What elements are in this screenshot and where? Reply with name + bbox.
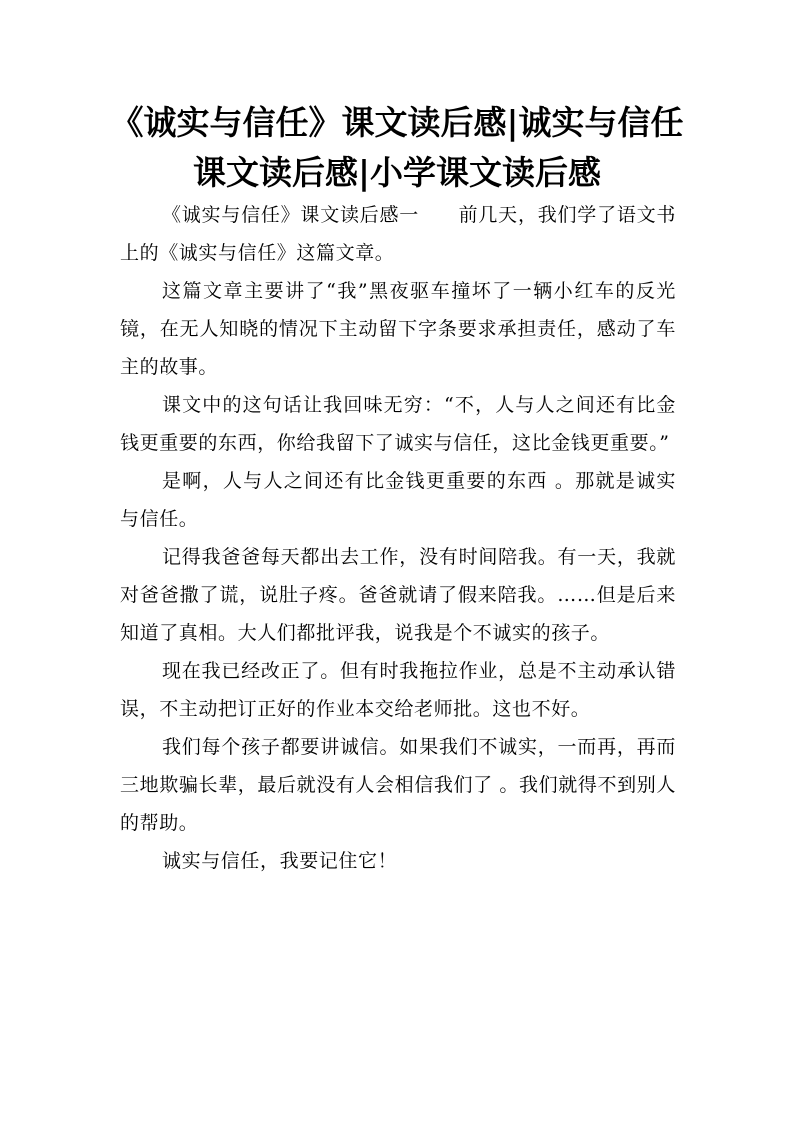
paragraph-reflection: 是啊，人与人之间还有比金钱更重要的东西 。那就是诚实与信任。 <box>120 470 676 530</box>
paragraph-honesty: 我们每个孩子都要讲诚信。如果我们不诚实，一而再，再而三地欺骗长辈，最后就没有人会相信我们了 。我们就得不到别人的帮助。 <box>120 736 676 834</box>
document-title <box>100 98 694 198</box>
title-line-1: 《诚实与信任》课文读后感|诚实与信任 <box>110 103 684 142</box>
paragraph-summary: 这篇文章主要讲了“我”黑夜驱车撞坏了一辆小红车的反光镜，在无人知晓的情况下主动留下字条要求承担责任，感动了车主的故事。 <box>120 280 676 378</box>
paragraph-now: 现在我已经改正了。但有时我拖拉作业，总是不主动承认错误，不主动把订正好的作业本交给老师批。这也不好。 <box>120 660 676 720</box>
paragraph-memory: 记得我爸爸每天都出去工作，没有时间陪我。有一天，我就对爸爸撒了谎，说肚子疼。爸爸就请了假来陪我。……但是后来知道了真相。大人们都批评我，说我是个不诚实的孩子。 <box>120 546 676 644</box>
paragraph-conclusion: 诚实与信任，我要记住它！ <box>162 850 398 872</box>
paragraph-quote: 课文中的这句话让我回味无穷：“不，人与人之间还有比金钱更重要的东西，你给我留下了诚实与信任，这比金钱更重要。” <box>120 394 676 454</box>
paragraph-intro: 《诚实与信任》课文读后感一 前几天，我们学了语文书上的《诚实与信任》这篇文章。 <box>120 204 676 264</box>
title-line-2: 课文读后感|小学课文读后感 <box>192 153 601 192</box>
document-body <box>120 196 676 880</box>
